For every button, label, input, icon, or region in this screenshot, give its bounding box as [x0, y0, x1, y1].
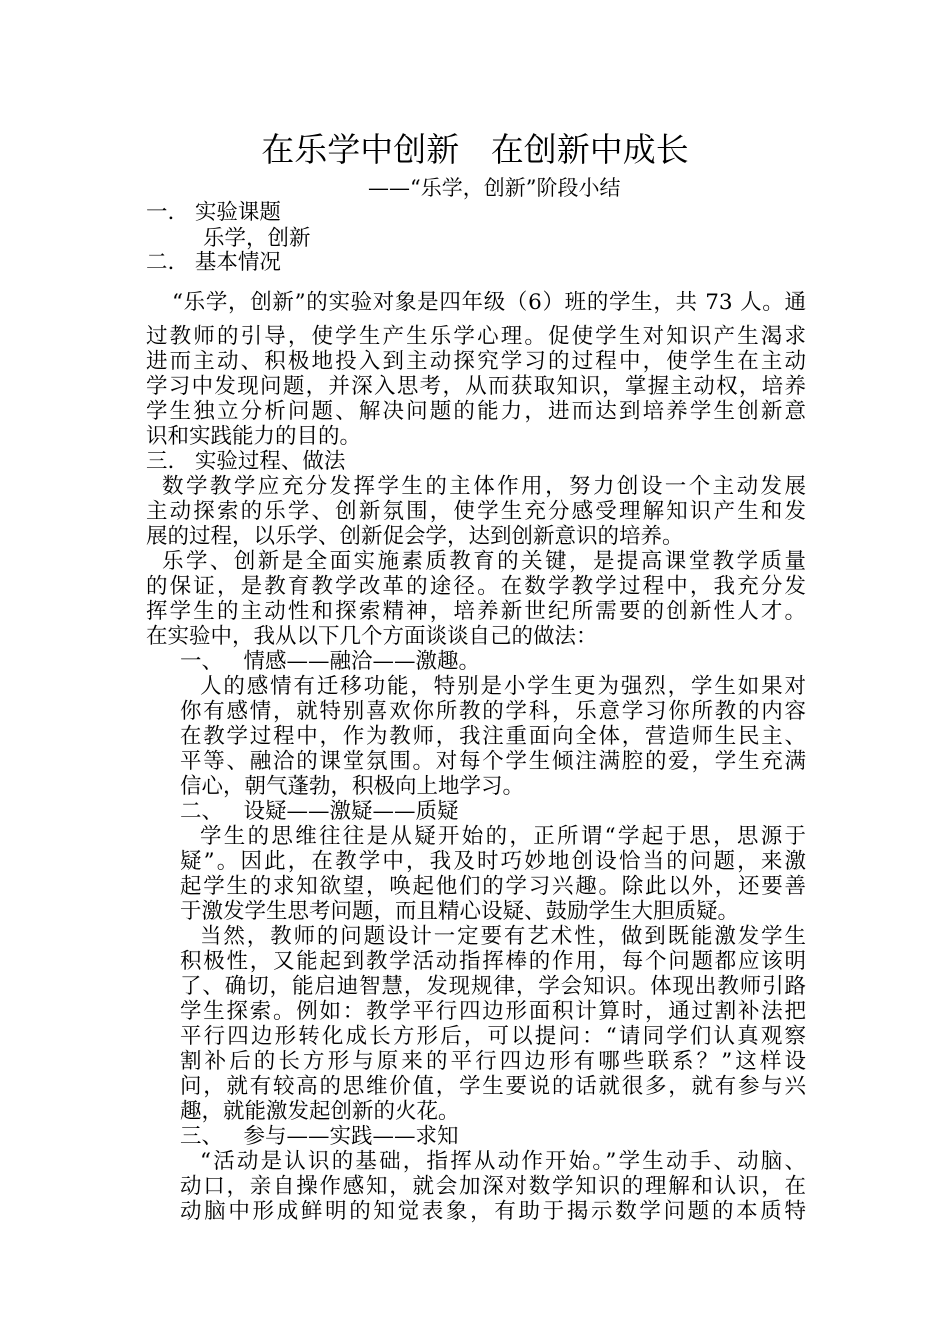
paragraph-line: 乐学、创新是全面实施素质教育的关键，是提高课堂教学质量	[162, 549, 806, 574]
section-text: 乐学，创新	[203, 226, 311, 251]
paragraph-line: 在教学过程中，作为教师，我注重面向全体，营造师生民主、	[180, 724, 806, 749]
paragraph-line: 挥学生的主动性和探索精神，培养新世纪所需要的创新性人才。	[146, 599, 806, 624]
paragraph-line: 平行四边形转化成长方形后，可以提问：“请同学们认真观察	[180, 1024, 806, 1049]
paragraph-line: “乐学，创新”的实验对象是四年级（6）班的学生，共 73 人。通	[172, 290, 806, 315]
paragraph-line: 主动探索的乐学、创新氛围，使学生充分感受理解知识产生和发	[146, 499, 806, 524]
document-subtitle: ——“乐学，创新”阶段小结	[368, 176, 621, 200]
paragraph-line: 学生独立分析问题、解决问题的能力，进而达到培养学生创新意	[146, 399, 806, 424]
paragraph-line: 问，就有较高的思维价值，学生要说的话就很多，就有参与兴	[180, 1074, 806, 1099]
paragraph-line: 的保证，是教育教学改革的途径。在数学教学过程中，我充分发	[146, 574, 806, 599]
paragraph-line: 趣，就能激发起创新的火花。	[180, 1099, 460, 1124]
paragraph-line: 学生的思维往往是从疑开始的，正所谓“学起于思，思源于	[200, 824, 806, 849]
paragraph-line: 积极性，又能起到教学活动指挥棒的作用，每个问题都应该明	[180, 949, 806, 974]
paragraph-line: 展的过程，以乐学、创新促会学，达到创新意识的培养。	[146, 524, 684, 549]
paragraph-line: 进而主动、积极地投入到主动探究学习的过程中，使学生在主动	[146, 349, 806, 374]
paragraph-line: 于激发学生思考问题，而且精心设疑、鼓励学生大胆质疑。	[180, 899, 740, 924]
section-heading: 三. 实验过程、做法	[146, 449, 346, 474]
paragraph-line: 数学教学应充分发挥学生的主体作用，努力创设一个主动发展	[162, 474, 806, 499]
paragraph-line: 你有感情，就特别喜欢你所教的学科，乐意学习你所教的内容	[180, 699, 806, 724]
paragraph-line: 当然，教师的问题设计一定要有艺术性，做到既能激发学生	[200, 924, 806, 949]
paragraph-line: 人的感情有迁移功能，特别是小学生更为强烈，学生如果对	[200, 674, 806, 699]
paragraph-line: 起学生的求知欲望，唤起他们的学习兴趣。除此以外，还要善	[180, 874, 806, 899]
paragraph-line: 学生探索。例如：教学平行四边形面积计算时，通过割补法把	[180, 999, 806, 1024]
paragraph-line: 学习中发现问题，并深入思考，从而获取知识，掌握主动权，培养	[146, 374, 806, 399]
paragraph-line: 了、确切，能启迪智慧，发现规律，学会知识。体现出教师引路	[180, 974, 806, 999]
paragraph-line: 识和实践能力的目的。	[146, 424, 362, 449]
subsection-heading: 二、 设疑——激疑——质疑	[180, 799, 459, 824]
paragraph-line: 动口，亲自操作感知，就会加深对数学知识的理解和认识，在	[180, 1174, 806, 1199]
document-title: 在乐学中创新 在创新中成长	[261, 130, 689, 169]
paragraph-line: 割补后的长方形与原来的平行四边形有哪些联系？”这样设	[180, 1049, 806, 1074]
subsection-heading: 一、 情感——融洽——激趣。	[180, 649, 481, 674]
paragraph-line: 过教师的引导，使学生产生乐学心理。促使学生对知识产生渴求	[146, 324, 806, 349]
paragraph-line: 动脑中形成鲜明的知觉表象，有助于揭示数学问题的本质特	[180, 1199, 806, 1224]
paragraph-line: 疑”。因此，在教学中，我及时巧妙地创设恰当的问题，来激	[180, 849, 806, 874]
section-heading: 一. 实验课题	[146, 200, 281, 225]
paragraph-line: “活动是认识的基础，指挥从动作开始。”学生动手、动脑、	[200, 1149, 806, 1174]
paragraph-line: 平等、融洽的课堂氛围。对每个学生倾注满腔的爱，学生充满	[180, 749, 806, 774]
subsection-heading: 三、 参与——实践——求知	[180, 1124, 459, 1149]
paragraph-line: 信心，朝气蓬勃，积极向上地学习。	[180, 774, 525, 799]
paragraph-line: 在实验中，我从以下几个方面谈谈自己的做法：	[146, 624, 598, 649]
section-heading: 二. 基本情况	[146, 250, 281, 275]
